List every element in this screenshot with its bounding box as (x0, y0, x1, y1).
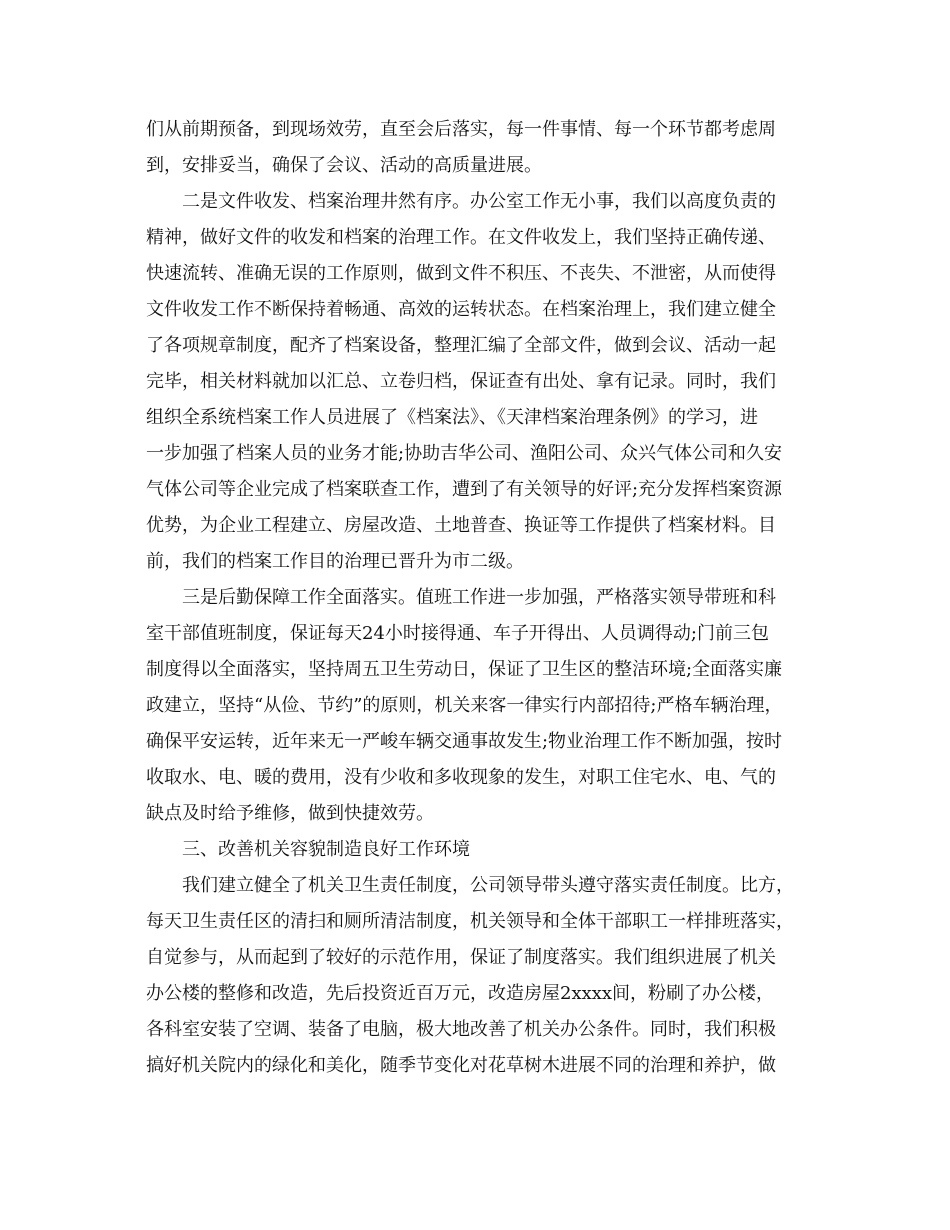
text-line: 一步加强了档案人员的业务才能;协助吉华公司、渔阳公司、众兴气体公司和久安 (146, 443, 783, 464)
text-line: 精神，做好文件的收发和档案的治理工作。在文件收发上，我们坚持正确传递、 (146, 227, 776, 248)
text-line: 制度得以全面落实，坚持周五卫生劳动日，保证了卫生区的整洁环境;全面落实廉 (146, 659, 783, 680)
paragraph-start-line: 我们建立健全了机关卫生责任制度，公司领导带头遵守落实责任制度。比方， (182, 875, 794, 896)
text-line: 了各项规章制度，配齐了档案设备，整理汇编了全部文件，做到会议、活动一起 (146, 335, 776, 356)
text-line: 自觉参与，从而起到了较好的示范作用，保证了制度落实。我们组织进展了机关 (146, 947, 776, 968)
text-line: 政建立，坚持“从俭、节约”的原则，机关来客一律实行内部招待;严格车辆治理， (146, 695, 783, 716)
section-heading: 三、改善机关容貌制造良好工作环境 (182, 839, 470, 860)
text-line: 缺点及时给予维修，做到快捷效劳。 (146, 803, 434, 824)
text-line: 前，我们的档案工作目的治理已晋升为市二级。 (146, 551, 524, 572)
text-line: 文件收发工作不断保持着畅通、高效的运转状态。在档案治理上，我们建立健全 (146, 299, 776, 320)
text-line: 到，安排妥当，确保了会议、活动的高质量进展。 (146, 155, 542, 176)
text-line: 确保平安运转，近年来无一严峻车辆交通事故发生;物业治理工作不断加强，按时 (146, 731, 783, 752)
text-line: 们从前期预备，到现场效劳，直至会后落实，每一件事情、每一个环节都考虑周 (146, 119, 776, 140)
text-line: 办公楼的整修和改造，先后投资近百万元，改造房屋2xxxx间，粉刷了办公楼， (146, 983, 775, 1004)
text-line: 室干部值班制度，保证每天24小时接得通、车子开得出、人员调得动;门前三包 (146, 623, 769, 644)
text-line: 组织全系统档案工作人员进展了《档案法》、《天津档案治理条例》的学习，进 (146, 407, 758, 428)
text-line: 各科室安装了空调、装备了电脑，极大地改善了机关办公条件。同时，我们积极 (146, 1019, 776, 1040)
text-line: 快速流转、准确无误的工作原则，做到文件不积压、不丧失、不泄密，从而使得 (146, 263, 776, 284)
text-line: 优势，为企业工程建立、房屋改造、土地普查、换证等工作提供了档案材料。目 (146, 515, 776, 536)
text-line: 完毕，相关材料就加以汇总、立卷归档，保证查有出处、拿有记录。同时，我们 (146, 371, 776, 392)
paragraph-start-line: 三是后勤保障工作全面落实。值班工作进一步加强，严格落实领导带班和科 (182, 587, 776, 608)
text-line: 收取水、电、暖的费用，没有少收和多收现象的发生，对职工住宅水、电、气的 (146, 767, 776, 788)
paragraph-start-line: 二是文件收发、档案治理井然有序。办公室工作无小事，我们以高度负责的 (182, 191, 776, 212)
text-line: 气体公司等企业完成了档案联查工作，遭到了有关领导的好评;充分发挥档案资源 (146, 479, 783, 500)
text-line: 每天卫生责任区的清扫和厕所清洁制度，机关领导和全体干部职工一样排班落实， (146, 911, 794, 932)
text-line: 搞好机关院内的绿化和美化，随季节变化对花草树木进展不同的治理和养护，做 (146, 1055, 776, 1076)
